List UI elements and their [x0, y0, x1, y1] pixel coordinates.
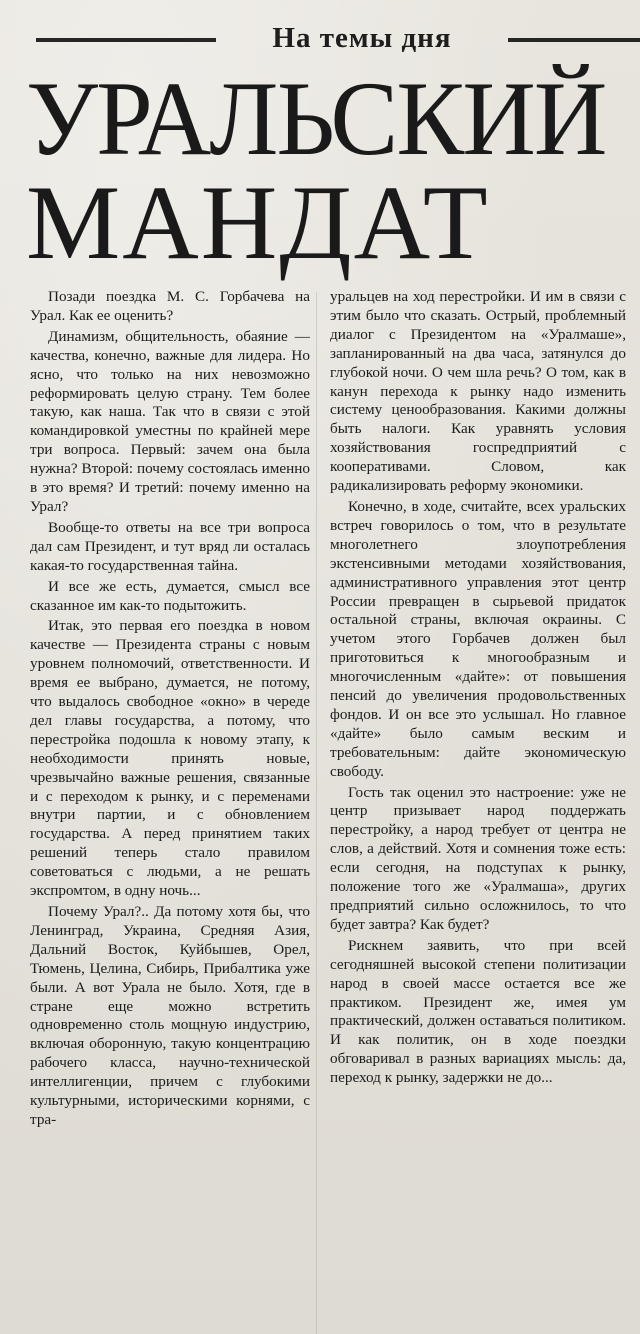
column-gutter — [316, 292, 317, 1334]
paragraph: И все же есть, думается, смысл все сказанное им как-то подытожить. — [30, 577, 310, 614]
paragraph: Позади поездка М. С. Горбачева на Урал. Как ее оценить? — [30, 288, 310, 324]
paragraph: Вообще-то ответы на все три вопроса дал сам Президент, и тут вряд ли осталась какая-то государственная тайна. — [30, 518, 310, 574]
right-column — [330, 288, 626, 1088]
paragraph: Конечно, в ходе, считайте, всех уральских встреч говорилось о том, что в результате многолетнего злоупотребления экстенсивными методами хозяйствования, административного управления этот центр России превращен в сырьевой придаток остальной страны, включая окраины. С учетом этого Горбачев должен был приготовиться к многообразным и многочисленным «дайте»: от повышения пенсий до увеличения продовольственных фондов. И он все это услышал. Но главное «дайте» было самым веским и требовательным: дайте экономическую свободу. — [330, 497, 626, 780]
rubric-row — [0, 18, 640, 58]
headline-line-2: МАНДАТ — [26, 164, 490, 281]
paragraph: Динамизм, общительность, обаяние — качества, конечно, важные для лидера. Но ясно, что только на них невозможно реформировать целую страну. Тем более такую, как наша. Так что в связи с этой командировкой уместны по крайней мере три вопроса. Первый: зачем она была нужна? Второй: почему состоялась именно в это время? И третий: почему именно на Урал? — [30, 327, 310, 515]
headline-line-1: УРАЛЬСКИЙ — [26, 60, 606, 177]
rubric-title: На темы дня — [272, 22, 452, 54]
paragraph: Почему Урал?.. Да потому хотя бы, что Ленинград, Украина, Средняя Азия, Дальний Восток, Куйбышев, Орел, Тюмень, Целина, Сибирь, Прибалтика уже были. А вот Урала не было. Хотя, где в стране еще можно встретить одновременно столь мощную индустрию, включая оборонную, такую концентрацию рабочего класса, научно-технической интеллигенции, причем с глубокими культурными, историческими корнями, с тра- — [30, 903, 310, 1128]
article-headline — [26, 60, 640, 281]
paragraph: Рискнем заявить, что при всей сегодняшней высокой степени политизации народ в своей массе остается все же практиком. Президент же, имея ум практический, должен оставаться политиком. И как политик, он в ходе поездки обговаривал в разных вариациях мысль: да, переход к рынку, задержки не до... — [330, 936, 626, 1087]
left-column — [30, 288, 310, 1130]
paragraph: уральцев на ход перестройки. И им в связи с этим было что сказать. Острый, проблемный диалог с Президентом на «Уралмаше», запланированный на два часа, затянулся до глубокой ночи. О чем шла речь? О том, как в канун перехода к рынку надо изменить систему ценообразования. Какими должны быть налоги. Как уравнять условия хозяйствования госпредприятий с кооперативами. Словом, как радикализировать реформу экономики. — [330, 288, 626, 495]
rubric-rule-right — [508, 38, 640, 42]
paragraph: Итак, это первая его поездка в новом качестве — Президента страны с новым уровнем полномочий, ответственности. И время ее выбрано, думается, не потому, что выдалось свободное «окно» в череде дел главы государства, а потому, что перестройка подошла к новому этапу, к необходимости принять новые, чрезвычайно важные решения, связанные и с переходом к рынку, и с переменами внутри партии, и с обновлением государства. А перед принятием таких решений теперь стало правилом советоваться с людьми, а не решать экспромтом, в одну ночь... — [30, 617, 310, 900]
paragraph: Гость так оценил это настроение: уже не центр призывает народ поддержать перестройку, а народ требует от центра не слов, а действий. Хотя и сомнения тоже есть: если сегодня, на подступах к рынку, положение того же «Уралмаша», других предприятий сильно осложнилось, то что будет завтра? Как будет? — [330, 783, 626, 933]
rubric-rule-left — [36, 38, 216, 42]
